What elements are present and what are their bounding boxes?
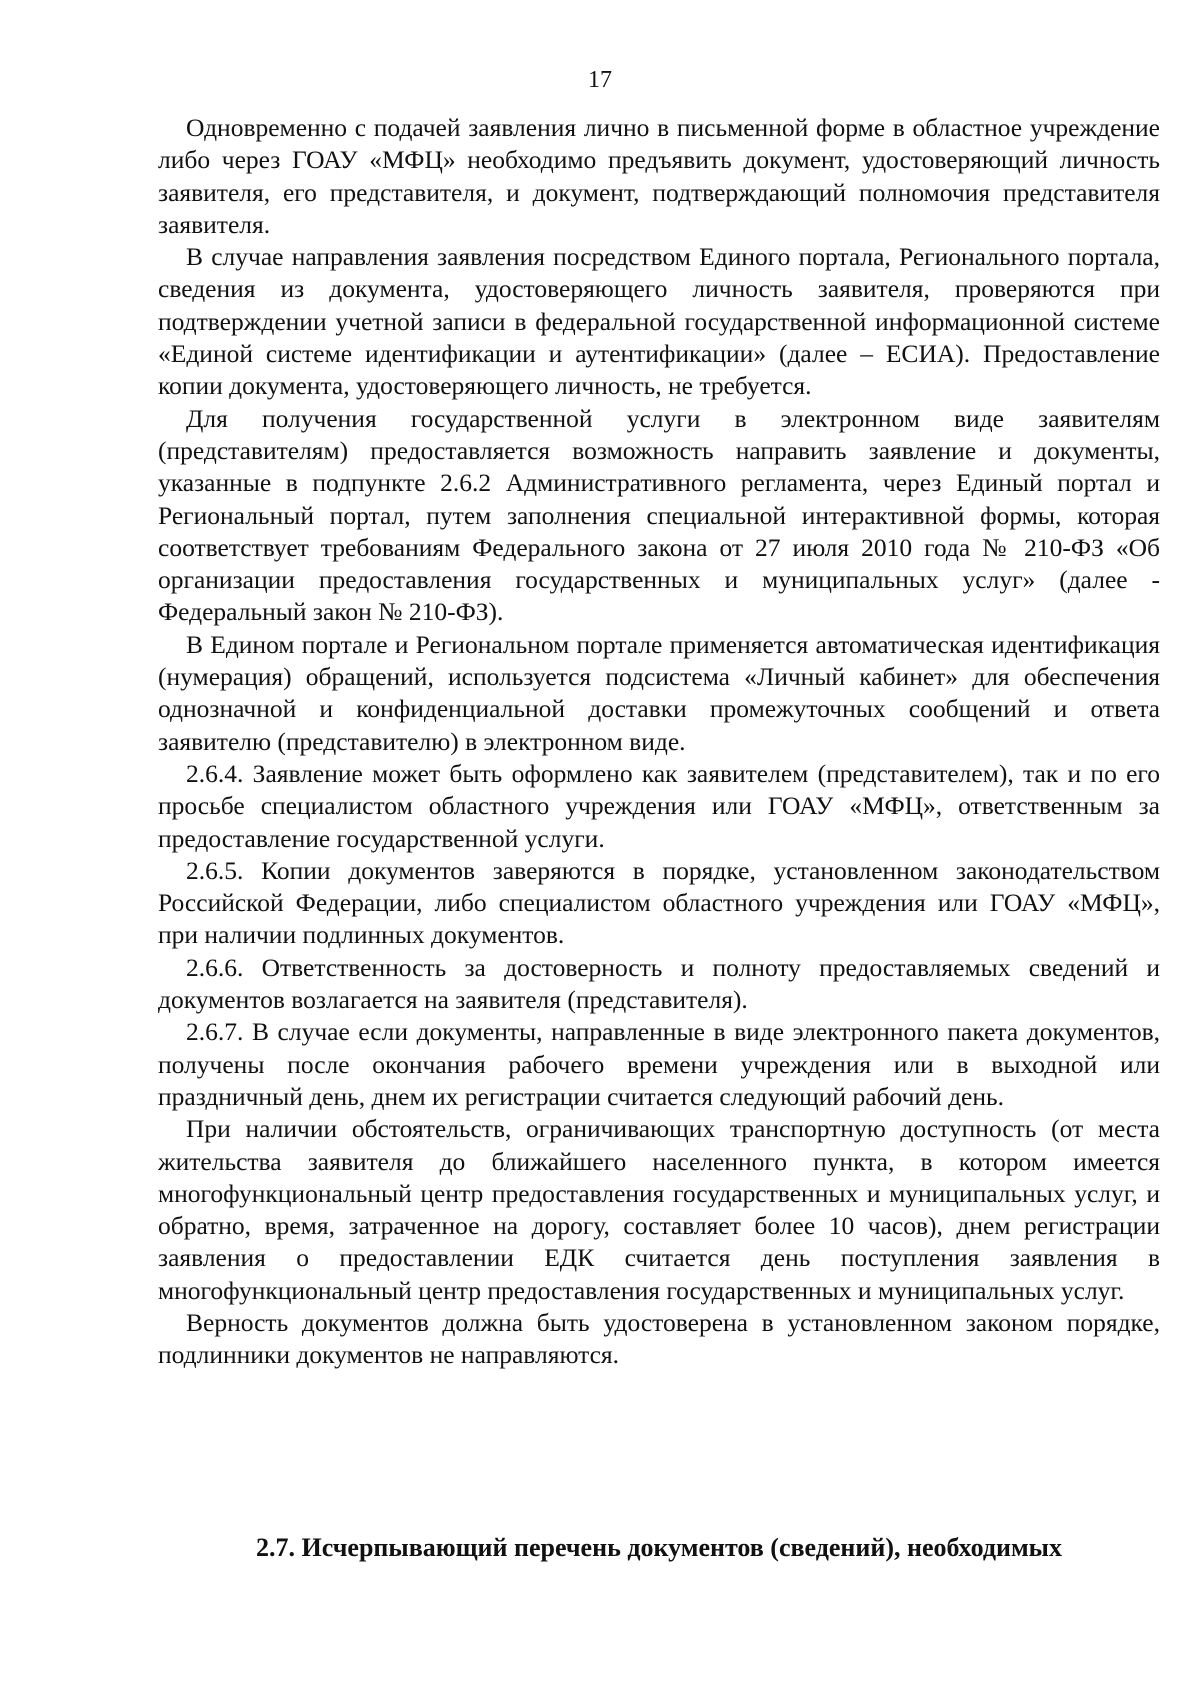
paragraph-document-certification: Верность документов должна быть удостоверена в установленном законом порядке, подлинники документов не направляются. <box>158 1307 1160 1370</box>
page-number: 17 <box>588 67 612 93</box>
paragraph-2-6-7: 2.6.7. В случае если документы, направленные в виде электронного пакета документов, получены после окончания рабочего времени учреждения или в выходной или праздничный день, днем их регистрации считается следующий рабочий день. <box>158 1017 1160 1111</box>
paragraph-2-6-6: 2.6.6. Ответственность за достоверность и полноту предоставляемых сведений и документов возлагается на заявителя (представителя). <box>158 952 1160 1015</box>
section-heading-2-7: 2.7. Исчерпывающий перечень документов (сведений), необходимых <box>256 1533 1062 1562</box>
paragraph-identity-documents: Одновременно с подачей заявления лично в письменной форме в областное учреждение либо через ГОАУ «МФЦ» необходимо предъявить документ, удостоверяющий личность заявителя, его представителя, и документ, подтверждающий полномочия представителя заявителя. <box>158 113 1160 239</box>
paragraph-electronic-submission: Для получения государственной услуги в электронном виде заявителям (представителям) предоставляется возможность направить заявление и документы, указанные в подпункте 2.6.2 Административного регламента, через Единый портал и Региональный портал, путем заполнения специальной интерактивной формы, которая соответствует требованиям Федерального закона от 27 июля 2010 года № 210-ФЗ «Об организации предоставления государственных и муниципальных услуг» (далее - Федеральный закон № 210-ФЗ). <box>158 403 1160 627</box>
paragraph-2-6-5: 2.6.5. Копии документов заверяются в порядке, установленном законодательством Российской Федерации, либо специалистом областного учреждения или ГОАУ «МФЦ», при наличии подлинных документов. <box>158 855 1160 950</box>
paragraph-esia-verification: В случае направления заявления посредством Единого портала, Регионального портала, сведения из документа, удостоверяющего личность заявителя, проверяются при подтверждении учетной записи в федеральной государственной информационной системе «Единой системе идентификации и аутентификации» (далее – ЕСИА). Предоставление копии документа, удостоверяющего личность, не требуется. <box>158 242 1160 401</box>
body-text <box>158 112 1160 1372</box>
paragraph-2-6-4: 2.6.4. Заявление может быть оформлено как заявителем (представителем), так и по его просьбе специалистом областного учреждения или ГОАУ «МФЦ», ответственным за предоставление государственной услуги. <box>158 758 1160 853</box>
paragraph-transport-accessibility: При наличии обстоятельств, ограничивающих транспортную доступность (от места жительства заявителя до ближайшего населенного пункта, в котором имеется многофункциональный центр предоставления государственных и муниципальных услуг, и обратно, время, затраченное на дорогу, составляет более 10 часов), днем регистрации заявления о предоставлении ЕДК считается день поступления заявления в многофункциональный центр предоставления государственных и муниципальных услуг. <box>158 1114 1160 1305</box>
paragraph-personal-cabinet: В Едином портале и Региональном портале применяется автоматическая идентификация (нумерация) обращений, используется подсистема «Личный кабинет» для обеспечения однозначной и конфиденциальной доставки промежуточных сообщений и ответа заявителю (представителю) в электронном виде. <box>158 629 1160 756</box>
